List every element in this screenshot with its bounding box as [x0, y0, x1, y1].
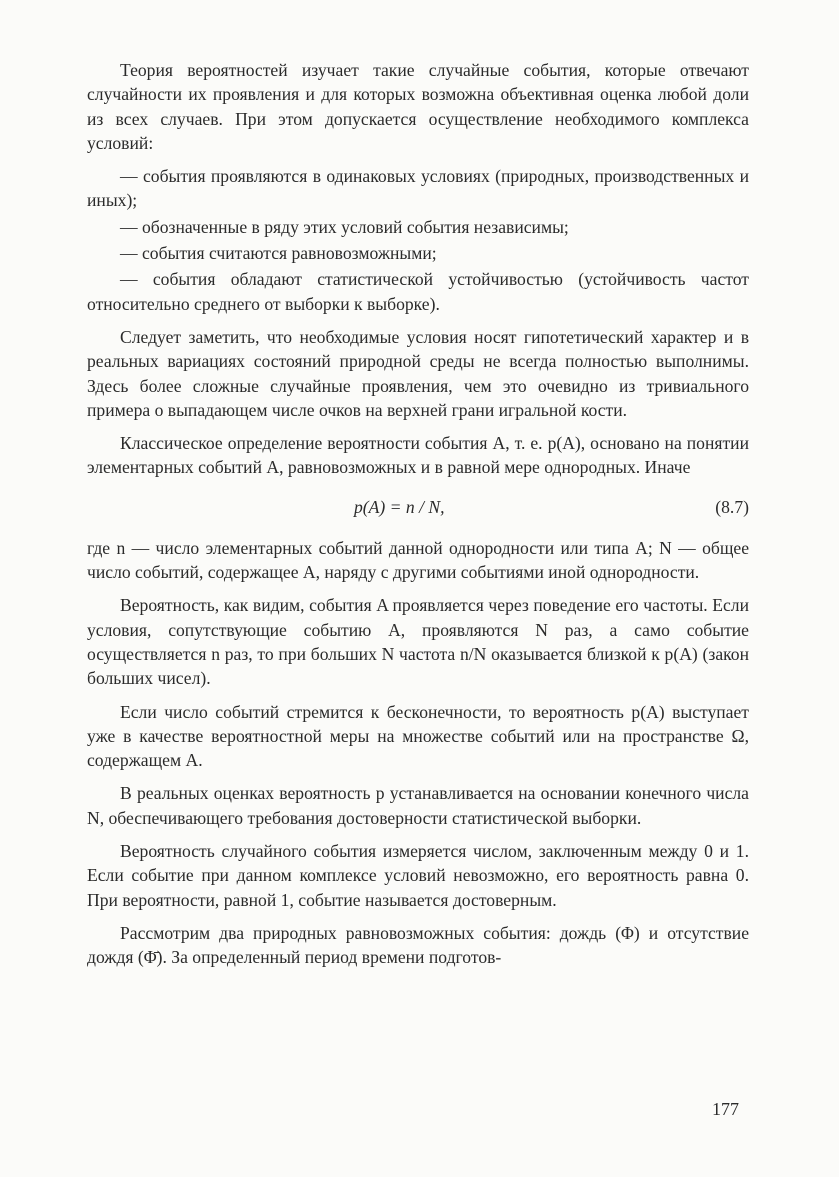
paragraph-real-estimates: В реальных оценках вероятность p устанавливается на основании конечного числа N, обеспечивающего требования достоверности статистической выборки. — [87, 783, 749, 828]
page-number: 177 — [712, 1099, 739, 1119]
condition-equiprobable: — события считаются равновозможными; — [120, 243, 437, 264]
condition-stability: — события обладают статистической устойчивостью (устойчивость частот относительно среднего от выборки к выборке). — [87, 269, 749, 314]
page-body-text — [87, 58, 749, 979]
condition-identical: — события проявляются в одинаковых условиях (природных, производственных и иных); — [87, 166, 749, 211]
condition-independent: — обозначенные в ряду этих условий события независимы; — [120, 216, 569, 237]
paragraph-measure-0-1: Вероятность случайного события измеряется числом, заключенным между 0 и 1. Если событие при данном комплексе условий невозможно, его вероятность равна 0. При вероятности, равной 1, событие называется достоверным. — [87, 841, 749, 910]
paragraph-classical-definition: Классическое определение вероятности события A, т. е. p(A), основано на понятии элементарных событий A, равновозможных и в равной мере однородных. Иначе — [87, 433, 749, 478]
paragraph-rain-events: Рассмотрим два природных равновозможных события: дождь (Φ) и отсутствие дождя (Φ̄). За определенный период времени подготов- — [87, 922, 749, 968]
formula-number: (8.7) — [715, 496, 749, 517]
paragraph-infinity: Если число событий стремится к бесконечности, то вероятность p(A) выступает уже в качестве вероятностной меры на множестве событий или на пространстве Ω, содержащем A. — [87, 701, 749, 771]
paragraph-where-n: где n — число элементарных событий данной однородности или типа A; N — общее число событий, содержащее A, наряду с другими событиями иной однородности. — [87, 537, 749, 583]
paragraph-frequency: Вероятность, как видим, события A проявляется через поведение его частоты. Если условия, сопутствующие событию A, проявляются N раз, а само событие осуществляется n раз, то при больших N частота n/N оказывается близкой к p(A) (закон больших чисел). — [87, 595, 749, 689]
paragraph-probability-theory: Теория вероятностей изучает такие случайные события, которые отвечают случайности их проявления и для которых возможна объективная оценка любой доли из всех случаев. При этом допускается осуществление необходимого комплекса условий: — [87, 60, 749, 153]
formula-8-7 — [87, 489, 749, 523]
paragraph-hypothetical: Следует заметить, что необходимые условия носят гипотетический характер и в реальных вариациях состояний природной среды не всегда полностью выполнимы. Здесь более сложные случайные проявления, чем это очевидно из тривиального примера о выпадающем числе очков на верхней грани игральной кости. — [87, 326, 749, 420]
formula-expression: p(A) = n / N, — [354, 496, 445, 517]
